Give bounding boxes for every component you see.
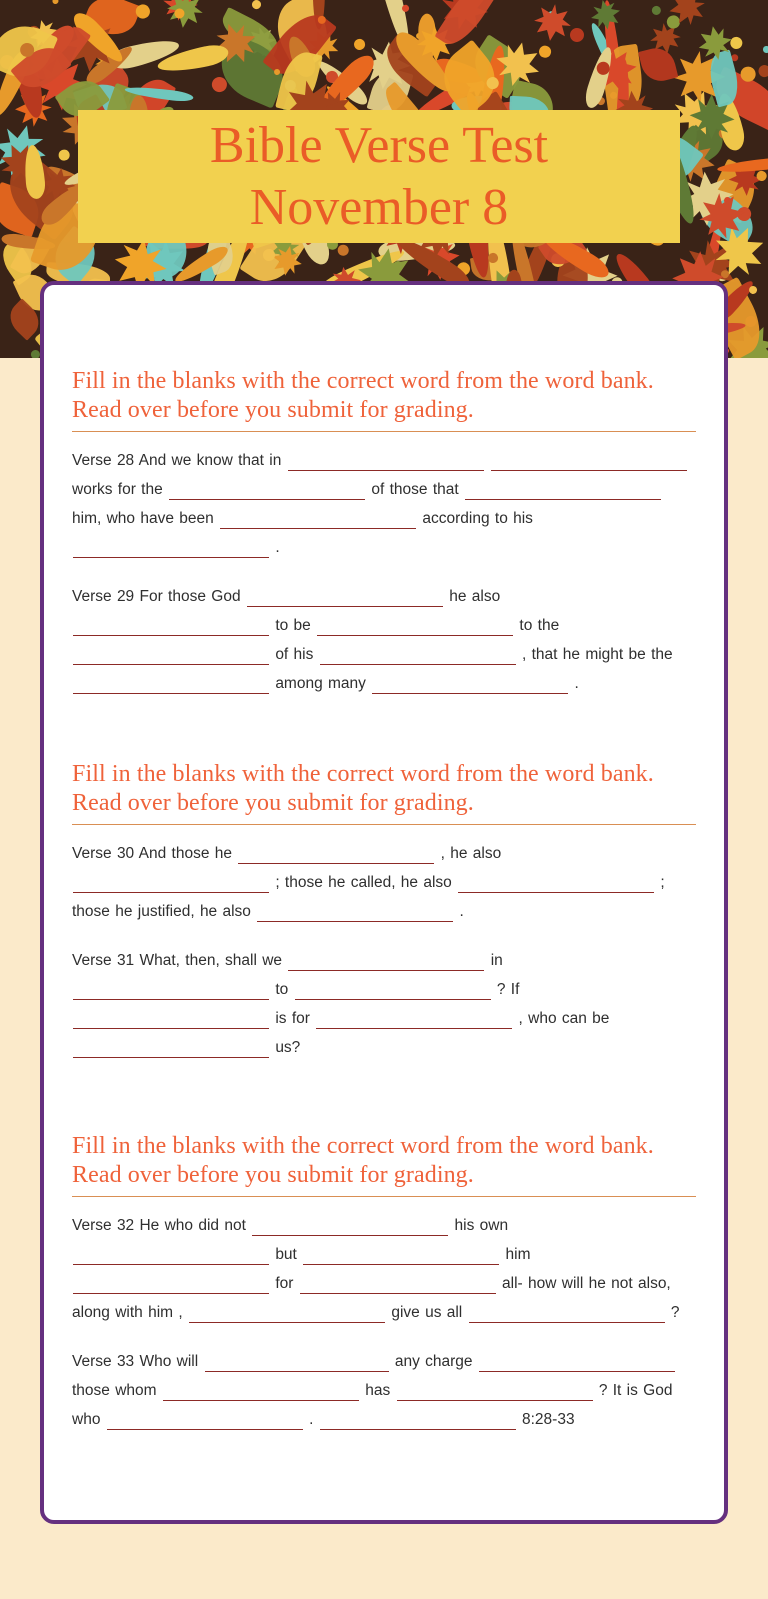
verse-30-text-2: , he also [440, 845, 502, 862]
verse-30-blank-1[interactable] [238, 842, 434, 864]
question-verse-30 [72, 839, 696, 926]
verse-32-text-4: him [505, 1246, 531, 1263]
verse-28-blank-5[interactable] [220, 507, 416, 529]
verse-31-text-2: in [490, 952, 503, 969]
verse-29-blank-1[interactable] [247, 585, 443, 607]
berry-decoration [650, 4, 663, 17]
berry-decoration [538, 44, 553, 59]
berry-decoration [353, 37, 366, 50]
verse-29-text-8: among many [275, 675, 366, 692]
verse-28-text-1: Verse 28 And we know that in [72, 452, 282, 469]
section-3-instruction: Fill in the blanks with the correct word from the word bank. Read over before you submit for grading. [72, 1133, 654, 1188]
verse-30-blank-4[interactable] [257, 900, 453, 922]
page-title-line2: November 8 [249, 178, 509, 236]
verse-33-text-7: 8:28-33 [522, 1411, 575, 1428]
section-spacer-2 [72, 1062, 696, 1132]
verse-29-text-1: Verse 29 For those God [72, 588, 241, 605]
verse-32-text-2: his own [454, 1217, 509, 1234]
berry-decoration [59, 150, 70, 161]
verse-32-text-6: all- how will he not [502, 1275, 633, 1292]
verse-33-blank-3[interactable] [163, 1379, 359, 1401]
verse-28-blank-2[interactable] [491, 449, 687, 471]
title-plaque [78, 110, 680, 243]
berry-decoration [567, 25, 587, 45]
verse-28-blank-4[interactable] [465, 478, 661, 500]
verse-29-blank-3[interactable] [317, 614, 513, 636]
verse-31-text-1: Verse 31 What, then, shall we [72, 952, 283, 969]
verse-33-text-1: Verse 33 Who will [72, 1353, 199, 1370]
berry-decoration [251, 0, 262, 10]
verse-30-text-4: ; those he justified, he also [72, 874, 665, 920]
verse-31-text-5: is for [275, 1010, 310, 1027]
verse-29-blank-2[interactable] [73, 614, 269, 636]
worksheet-card [40, 281, 728, 1524]
question-verse-32 [72, 1211, 696, 1327]
verse-30-blank-3[interactable] [458, 871, 654, 893]
verse-29-text-5: of his [275, 646, 314, 663]
verse-32-blank-2[interactable] [73, 1243, 269, 1265]
verse-29-blank-7[interactable] [372, 672, 568, 694]
verse-31-text-7: us? [275, 1039, 301, 1056]
verse-29-blank-5[interactable] [320, 643, 516, 665]
berry-decoration [756, 169, 768, 181]
section-2-divider [72, 824, 696, 825]
verse-33-blank-4[interactable] [397, 1379, 593, 1401]
verse-28-text-4: him, who [72, 510, 136, 527]
verse-29-text-9: . [574, 675, 579, 692]
verse-29-text-7: the [651, 646, 673, 663]
verse-31-text-4: ? If [496, 981, 520, 998]
verse-32-text-9: ? [670, 1304, 680, 1321]
verse-31-text-6: , who can be [518, 1010, 610, 1027]
question-verse-28 [72, 446, 696, 562]
verse-31-text-3: to [275, 981, 289, 998]
verse-31-blank-5[interactable] [316, 1007, 512, 1029]
berry-decoration [262, 249, 274, 261]
verse-33-text-3: those whom [72, 1382, 157, 1399]
berry-decoration [665, 15, 681, 31]
verse-32-blank-4[interactable] [73, 1272, 269, 1294]
verse-28-text-6: according to his [422, 510, 533, 527]
verse-33-blank-6[interactable] [320, 1408, 516, 1430]
berry-decoration [763, 46, 768, 53]
verse-31-blank-6[interactable] [73, 1036, 269, 1058]
verse-33-blank-1[interactable] [205, 1350, 389, 1372]
page-title-line1: Bible Verse Test [209, 116, 549, 174]
section-2-instruction: Fill in the blanks with the correct word from the word bank. Read over before you submit for grading. [72, 761, 654, 816]
verse-28-blank-6[interactable] [73, 536, 269, 558]
maple-decoration [532, 1, 574, 43]
verse-32-blank-5[interactable] [300, 1272, 496, 1294]
question-verse-29 [72, 582, 696, 698]
section-3-divider [72, 1196, 696, 1197]
section-2 [72, 760, 696, 1062]
verse-32-blank-3[interactable] [303, 1243, 499, 1265]
berry-decoration [748, 285, 758, 295]
verse-32-blank-7[interactable] [469, 1301, 665, 1323]
verse-28-text-3: of those that [371, 481, 459, 498]
verse-32-blank-6[interactable] [189, 1301, 385, 1323]
section-1-instruction: Fill in the blanks with the correct word from the word bank. Read over before you submit for grading. [72, 368, 654, 423]
section-3 [72, 1132, 696, 1434]
verse-29-text-2: he also [449, 588, 501, 605]
verse-30-blank-2[interactable] [73, 871, 269, 893]
verse-28-text-5: have been [140, 510, 214, 527]
verse-32-text-1: Verse 32 He who did not [72, 1217, 246, 1234]
verse-33-text-5: ? It is God who [72, 1382, 673, 1428]
verse-28-blank-3[interactable] [169, 478, 365, 500]
verse-29-blank-6[interactable] [73, 672, 269, 694]
question-verse-33 [72, 1347, 696, 1434]
leaf-decoration [637, 44, 678, 85]
verse-33-blank-2[interactable] [479, 1350, 675, 1372]
verse-28-text-2: works for the [72, 481, 163, 498]
verse-33-text-2: any charge [394, 1353, 473, 1370]
verse-28-blank-1[interactable] [288, 449, 484, 471]
berry-decoration [174, 8, 185, 19]
verse-30-text-1: Verse 30 And those he [72, 845, 232, 862]
section-spacer-1 [72, 698, 696, 760]
verse-30-text-3: ; those he called, he also [275, 874, 452, 891]
verse-31-blank-3[interactable] [295, 978, 491, 1000]
verse-32-text-3: but [275, 1246, 297, 1263]
verse-31-blank-1[interactable] [288, 949, 484, 971]
berry-decoration [337, 244, 350, 257]
verse-32-text-5: for [275, 1275, 294, 1292]
verse-30-text-5: . [459, 903, 464, 920]
berry-decoration [51, 0, 59, 5]
verse-32-blank-1[interactable] [252, 1214, 448, 1236]
verse-32-text-8: give us all [391, 1304, 463, 1321]
verse-29-text-3: to be [275, 617, 311, 634]
berry-decoration [756, 64, 768, 80]
verse-33-text-4: has [365, 1382, 391, 1399]
section-1 [72, 367, 696, 698]
verse-32-text-7: also, along with him , [72, 1275, 671, 1321]
verse-33-blank-5[interactable] [107, 1408, 303, 1430]
question-verse-31 [72, 946, 696, 1062]
section-1-divider [72, 431, 696, 432]
verse-31-blank-4[interactable] [73, 1007, 269, 1029]
verse-29-text-4: to the [519, 617, 560, 634]
berry-decoration [729, 35, 744, 50]
verse-31-blank-2[interactable] [73, 978, 269, 1000]
verse-29-blank-4[interactable] [73, 643, 269, 665]
verse-28-text-7: . [275, 539, 280, 556]
verse-33-text-6: . [309, 1411, 314, 1428]
verse-29-text-6: , that he might be [522, 646, 646, 663]
